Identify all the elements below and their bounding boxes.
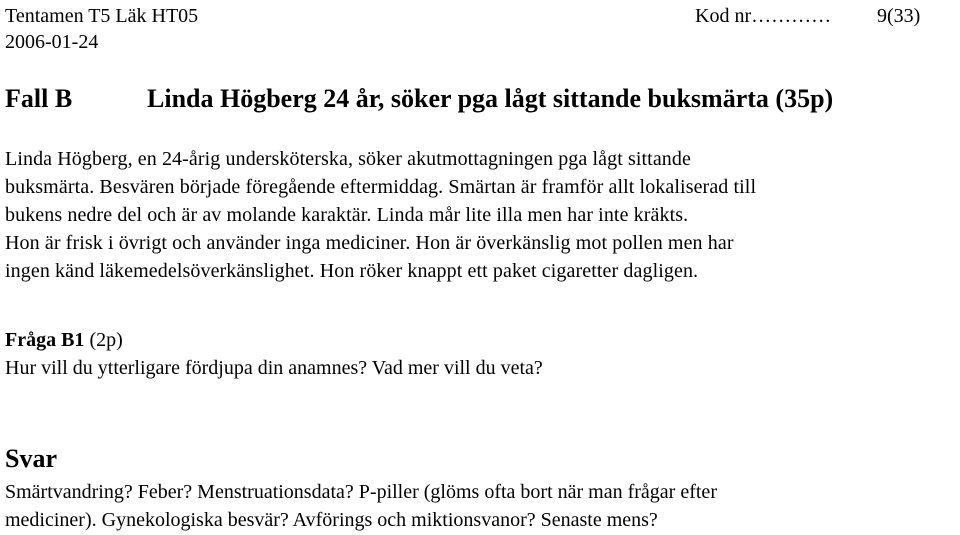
description-line: buksmärta. Besvären började föregående eftermiddag. Smärtan är framför allt lokaliserad till	[5, 176, 757, 198]
case-title: Linda Högberg 24 år, söker pga lågt sittande buksmärta (35p)	[147, 84, 834, 113]
exam-title: Tentamen T5 Läk HT05	[5, 5, 199, 27]
answer-line: Smärtvandring? Feber? Menstruationsdata? P-piller (glöms ofta bort när man frågar efter	[5, 481, 717, 503]
description-line: Hon är frisk i övrigt och använder inga mediciner. Hon är överkänslig mot pollen men har	[5, 232, 734, 254]
case-label: Fall B	[5, 84, 73, 113]
case-description	[5, 145, 955, 285]
description-line: Linda Högberg, en 24-årig undersköterska, söker akutmottagningen pga lågt sittande	[5, 148, 691, 170]
question-points: (2p)	[89, 329, 123, 351]
description-line: ingen känd läkemedelsöverkänslighet. Hon röker knappt ett paket cigaretter dagligen.	[5, 260, 699, 282]
answer-heading: Svar	[5, 444, 57, 473]
question-heading	[5, 326, 955, 354]
answer-block	[5, 478, 955, 534]
exam-date: 2006-01-24	[5, 31, 99, 53]
page-number: 9(33)	[877, 5, 921, 27]
answer-line: mediciner). Gynekologiska besvär? Avförings och miktionsvanor? Senaste mens?	[5, 509, 658, 531]
question-text: Hur vill du ytterligare fördjupa din anamnes? Vad mer vill du veta?	[5, 357, 543, 379]
question-block	[5, 326, 955, 382]
code-number-label: Kod nr…………	[695, 5, 832, 27]
question-label: Fråga B1	[5, 329, 85, 351]
description-line: bukens nedre del och är av molande karaktär. Linda mår lite illa men har inte kräkts.	[5, 204, 689, 226]
